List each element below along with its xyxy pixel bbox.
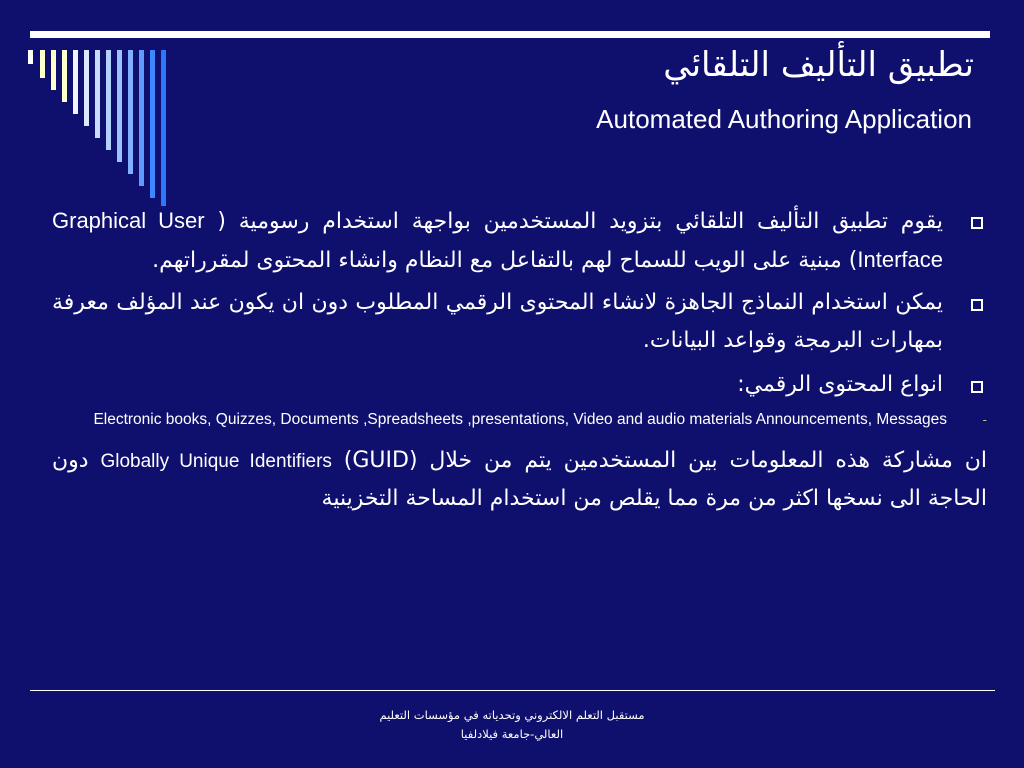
closing-text: (GUID) دون الحاجة الى نسخها اكثر من مرة مما يقلص من استخدام المساحة التخزينية — [52, 448, 987, 511]
bullet-item — [52, 366, 987, 404]
decorative-bar — [73, 50, 78, 114]
slide-title-arabic: تطبيق التأليف التلقائي — [663, 45, 974, 85]
dash-bullet: - — [982, 412, 987, 427]
closing-paragraph — [52, 442, 987, 517]
decorative-bar — [84, 50, 89, 126]
decorative-bar — [106, 50, 111, 150]
decorative-bar — [62, 50, 67, 102]
decorative-bar — [128, 50, 133, 174]
closing-text: ان مشاركة هذه المعلومات بين المستخدمين يتم من خلال — [417, 448, 987, 473]
closing-text-english: Globally Unique Identifiers — [100, 451, 332, 472]
square-bullet-icon — [971, 299, 983, 311]
bullet-item — [52, 202, 987, 280]
bullet-text: يقوم تطبيق التأليف التلقائي بتزويد المستخدمين بواجهة استخدام رسومية ( — [204, 209, 943, 234]
footer-line: العالي-جامعة فيلادلفيا — [460, 727, 564, 741]
slide-content — [52, 202, 987, 517]
sub-item-text: Electronic books, Quizzes, Documents ,Spreadsheets ,presentations, Video and audio materials Announcements, Messages — [93, 411, 947, 428]
sub-item — [52, 408, 987, 432]
bullet-text: انواع المحتوى الرقمي: — [737, 372, 943, 397]
decorative-bar — [150, 50, 155, 198]
decorative-bar — [161, 50, 166, 206]
bullet-text: يمكن استخدام النماذج الجاهزة لانشاء المحتوى الرقمي المطلوب دون ان يكون عند المؤلف معرفة بمهارات البرمجة وقواعد البيانات. — [52, 290, 943, 353]
bullet-item — [52, 284, 987, 360]
decorative-bar — [51, 50, 56, 90]
square-bullet-icon — [971, 381, 983, 393]
bottom-rule — [30, 690, 995, 691]
bullet-text: ) مبنية على الويب للسماح لهم بالتفاعل مع النظام وانشاء المحتوى لمقرراتهم. — [152, 248, 858, 273]
bullet-text-english: Graphical User Interface — [52, 208, 943, 272]
decorative-bar — [40, 50, 45, 78]
decorative-bar — [95, 50, 100, 138]
decorative-bar — [139, 50, 144, 186]
decorative-bar — [28, 50, 33, 64]
slide-title-english: Automated Authoring Application — [596, 104, 972, 134]
footer-line: مستقبل التعلم الالكتروني وتحدياته في مؤسسات التعليم — [379, 708, 645, 722]
decorative-bar — [117, 50, 122, 162]
footer — [0, 706, 1024, 744]
square-bullet-icon — [971, 217, 983, 229]
top-rule — [30, 31, 990, 38]
